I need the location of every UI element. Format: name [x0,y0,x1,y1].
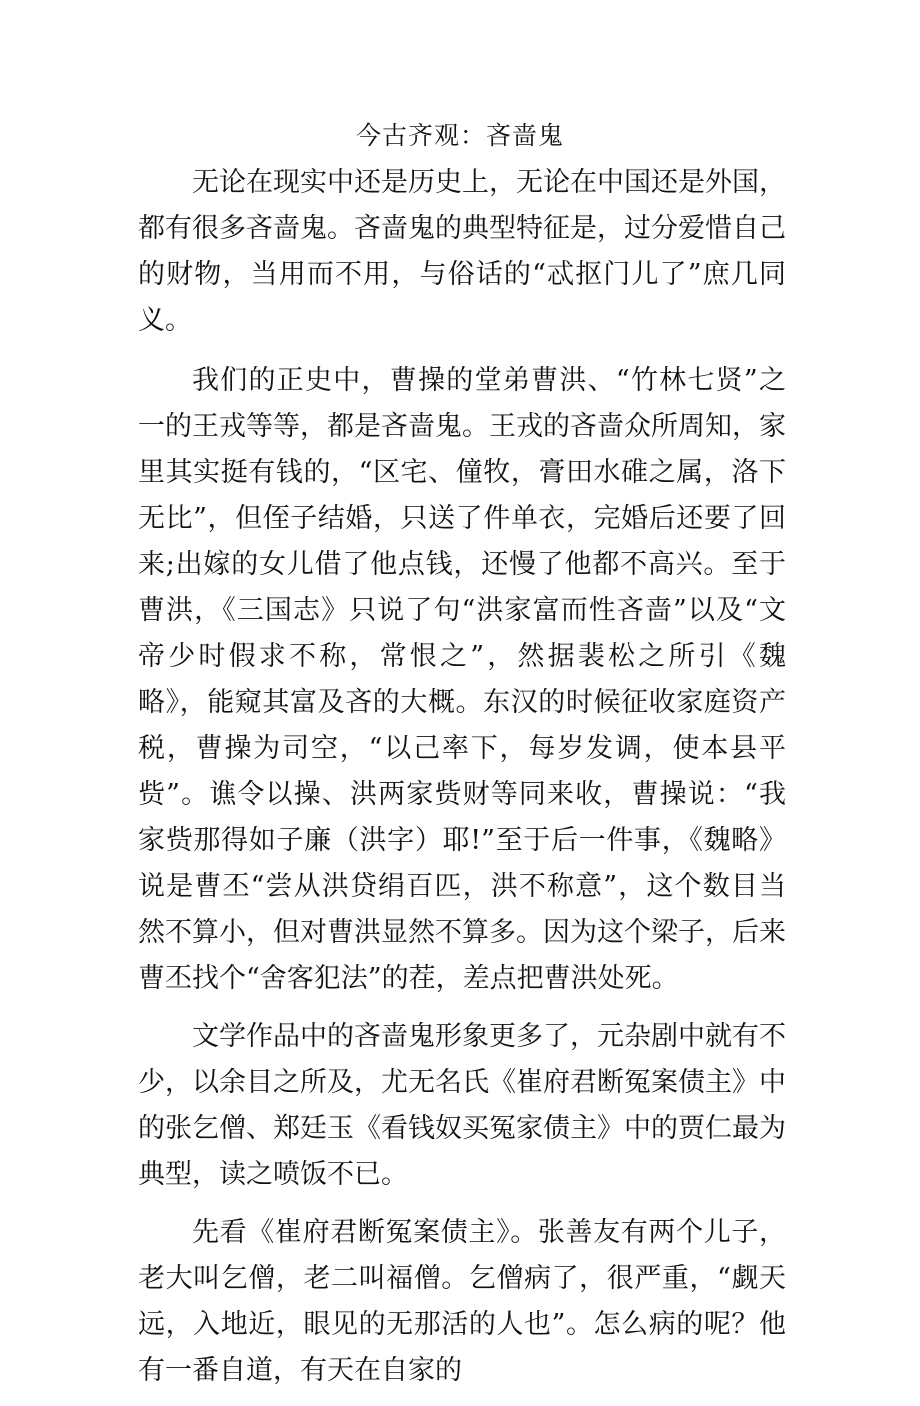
paragraph: 无论在现实中还是历史上，无论在中国还是外国，都有很多吝啬鬼。吝啬鬼的典型特征是，过分爱惜自己的财物，当用而不用，与俗话的“忒抠门儿了”庶几同义。 [138,167,786,336]
document-body [138,160,786,1406]
document-title: 今古齐观：吝啬鬼 [355,121,564,150]
paragraph: 文学作品中的吝啬鬼形象更多了，元杂剧中就有不少，以余目之所及，尤无名氏《崔府君断冤案债主》中的张乞僧、郑廷玉《看钱奴买冤家债主》中的贾仁最为典型，读之喷饭不已。 [138,1021,786,1190]
paragraph: 我们的正史中，曹操的堂弟曹洪、“竹林七贤”之一的王戎等等，都是吝啬鬼。王戎的吝啬众所周知，家里其实挺有钱的，“区宅、僮牧，膏田水碓之属，洛下无比”，但侄子结婚，只送了件单衣，完婚后还要了回来;出嫁的女儿借了他点钱，还慢了他都不高兴。至于曹洪，《三国志》只说了句“洪家富而性吝啬”以及“文帝少时假求不称，常恨之”，然据裴松之所引《魏略》，能窥其富及吝的大概。东汉的时候征收家庭资产税，曹操为司空，“以己率下，每岁发调，使本县平赀”。谯令以操、洪两家赀财等同来收，曹操说：“我家赀那得如子廉（洪字）耶!”至于后一件事，《魏略》说是曹丕“尝从洪贷绢百匹，洪不称意”，这个数目当然不算小，但对曹洪显然不算多。因为这个梁子，后来曹丕找个“舍客犯法”的茬，差点把曹洪处死。 [138,365,786,994]
paragraph: 先看《崔府君断冤案债主》。张善友有两个儿子，老大叫乞僧，老二叫福僧。乞僧病了，很严重，“觑天远，入地近，眼见的无那活的人也”。怎么病的呢？他有一番自道，有天在自家的 [138,1217,786,1386]
